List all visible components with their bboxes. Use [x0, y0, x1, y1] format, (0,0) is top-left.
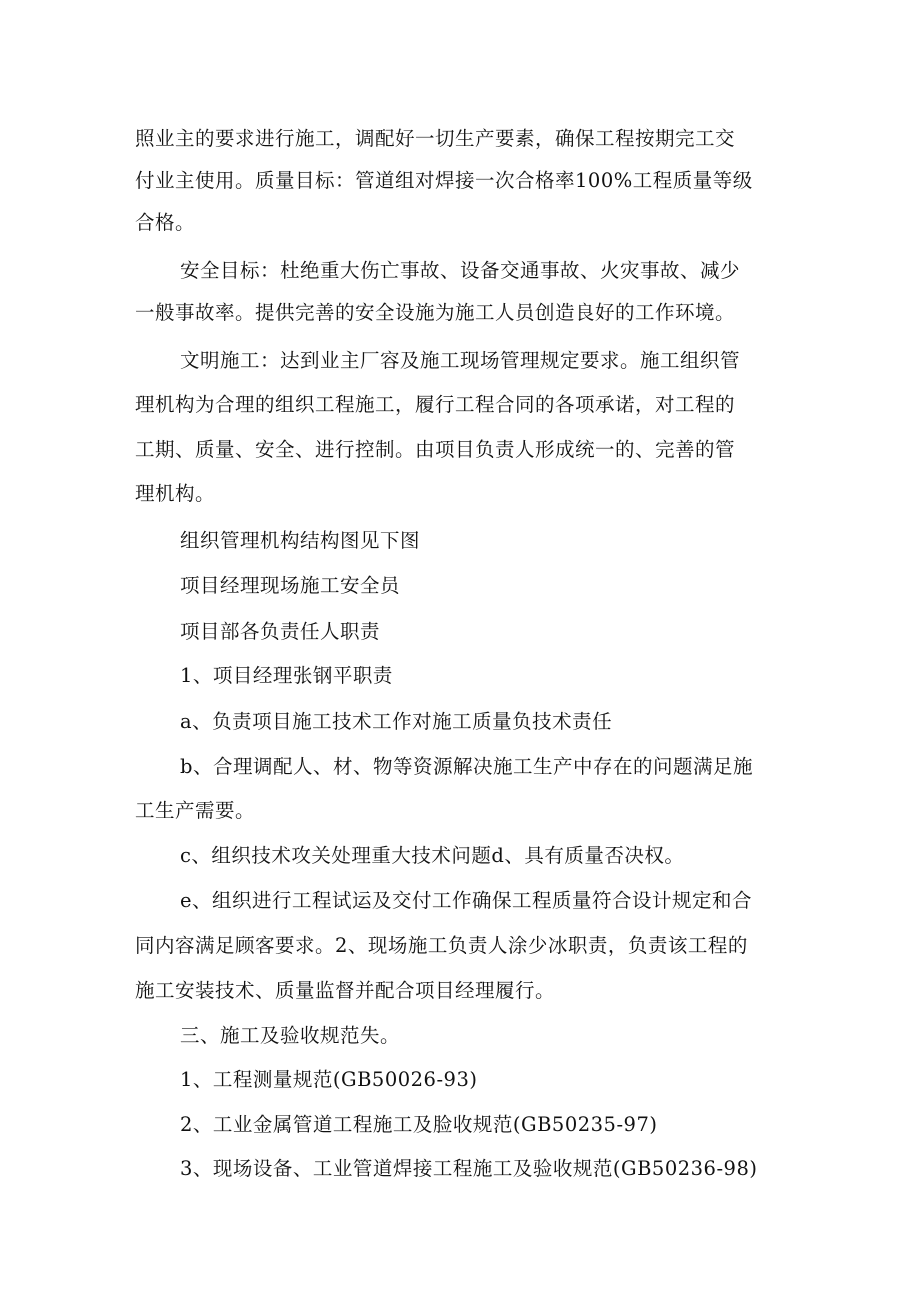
- text-line: 理机构为合理的组织工程施工，履行工程合同的各项承诺，对工程的: [135, 393, 736, 416]
- text-line: e、组织进行工程试运及交付工作确保工程质量符合设计规定和合: [180, 889, 753, 912]
- text-line: 3、现场设备、工业管道焊接工程施工及验收规范(GB50236-98): [180, 1157, 758, 1180]
- text-line: 照业主的要求进行施工，调配好一切生产要素，确保工程按期完工交: [135, 127, 736, 150]
- text-line: 付业主使用。质量目标：管道组对焊接一次合格率100%工程质量等级: [135, 169, 753, 192]
- text-line: 工期、质量、安全、进行控制。由项目负责人形成统一的、完善的管: [135, 438, 736, 461]
- text-line: a、负责项目施工技术工作对施工质量负技术责任: [180, 710, 613, 733]
- text-line: 1、工程测量规范(GB50026-93): [180, 1068, 478, 1091]
- text-line: 合格。: [135, 211, 196, 234]
- text-line: 理机构。: [135, 482, 216, 505]
- text-line: 一般事故率。提供完善的安全设施为施工人员创造良好的工作环境。: [135, 301, 736, 324]
- text-line: 文明施工：达到业主厂容及施工现场管理规定要求。施工组织管: [180, 349, 741, 372]
- text-line: 安全目标：杜绝重大伤亡事故、设备交通事故、火灾事故、减少: [180, 259, 741, 282]
- text-line: 施工安装技术、质量监督并配合项目经理履行。: [135, 979, 556, 1002]
- text-line: 2、工业金属管道工程施工及脸收规范(GB50235-97): [180, 1113, 658, 1136]
- text-line: c、组织技术攻关处理重大技术问题d、具有质量否决权。: [180, 844, 685, 867]
- text-line: 三、施工及验收规范失。: [180, 1024, 401, 1047]
- text-line: 项目经理现场施工安全员: [180, 574, 401, 597]
- text-line: 1、项目经理张钢平职责: [180, 664, 393, 687]
- text-line: 项目部各负责任人职责: [180, 620, 381, 643]
- text-line: 组织管理机构结构图见下图: [180, 529, 421, 552]
- text-line: 同内容满足顾客要求。2、现场施工负责人涂少冰职责，负责该工程的: [135, 934, 748, 957]
- text-line: b、合理调配人、材、物等资源解决施工生产中存在的问题满足施: [180, 755, 753, 778]
- text-line: 工生产需要。: [135, 799, 256, 822]
